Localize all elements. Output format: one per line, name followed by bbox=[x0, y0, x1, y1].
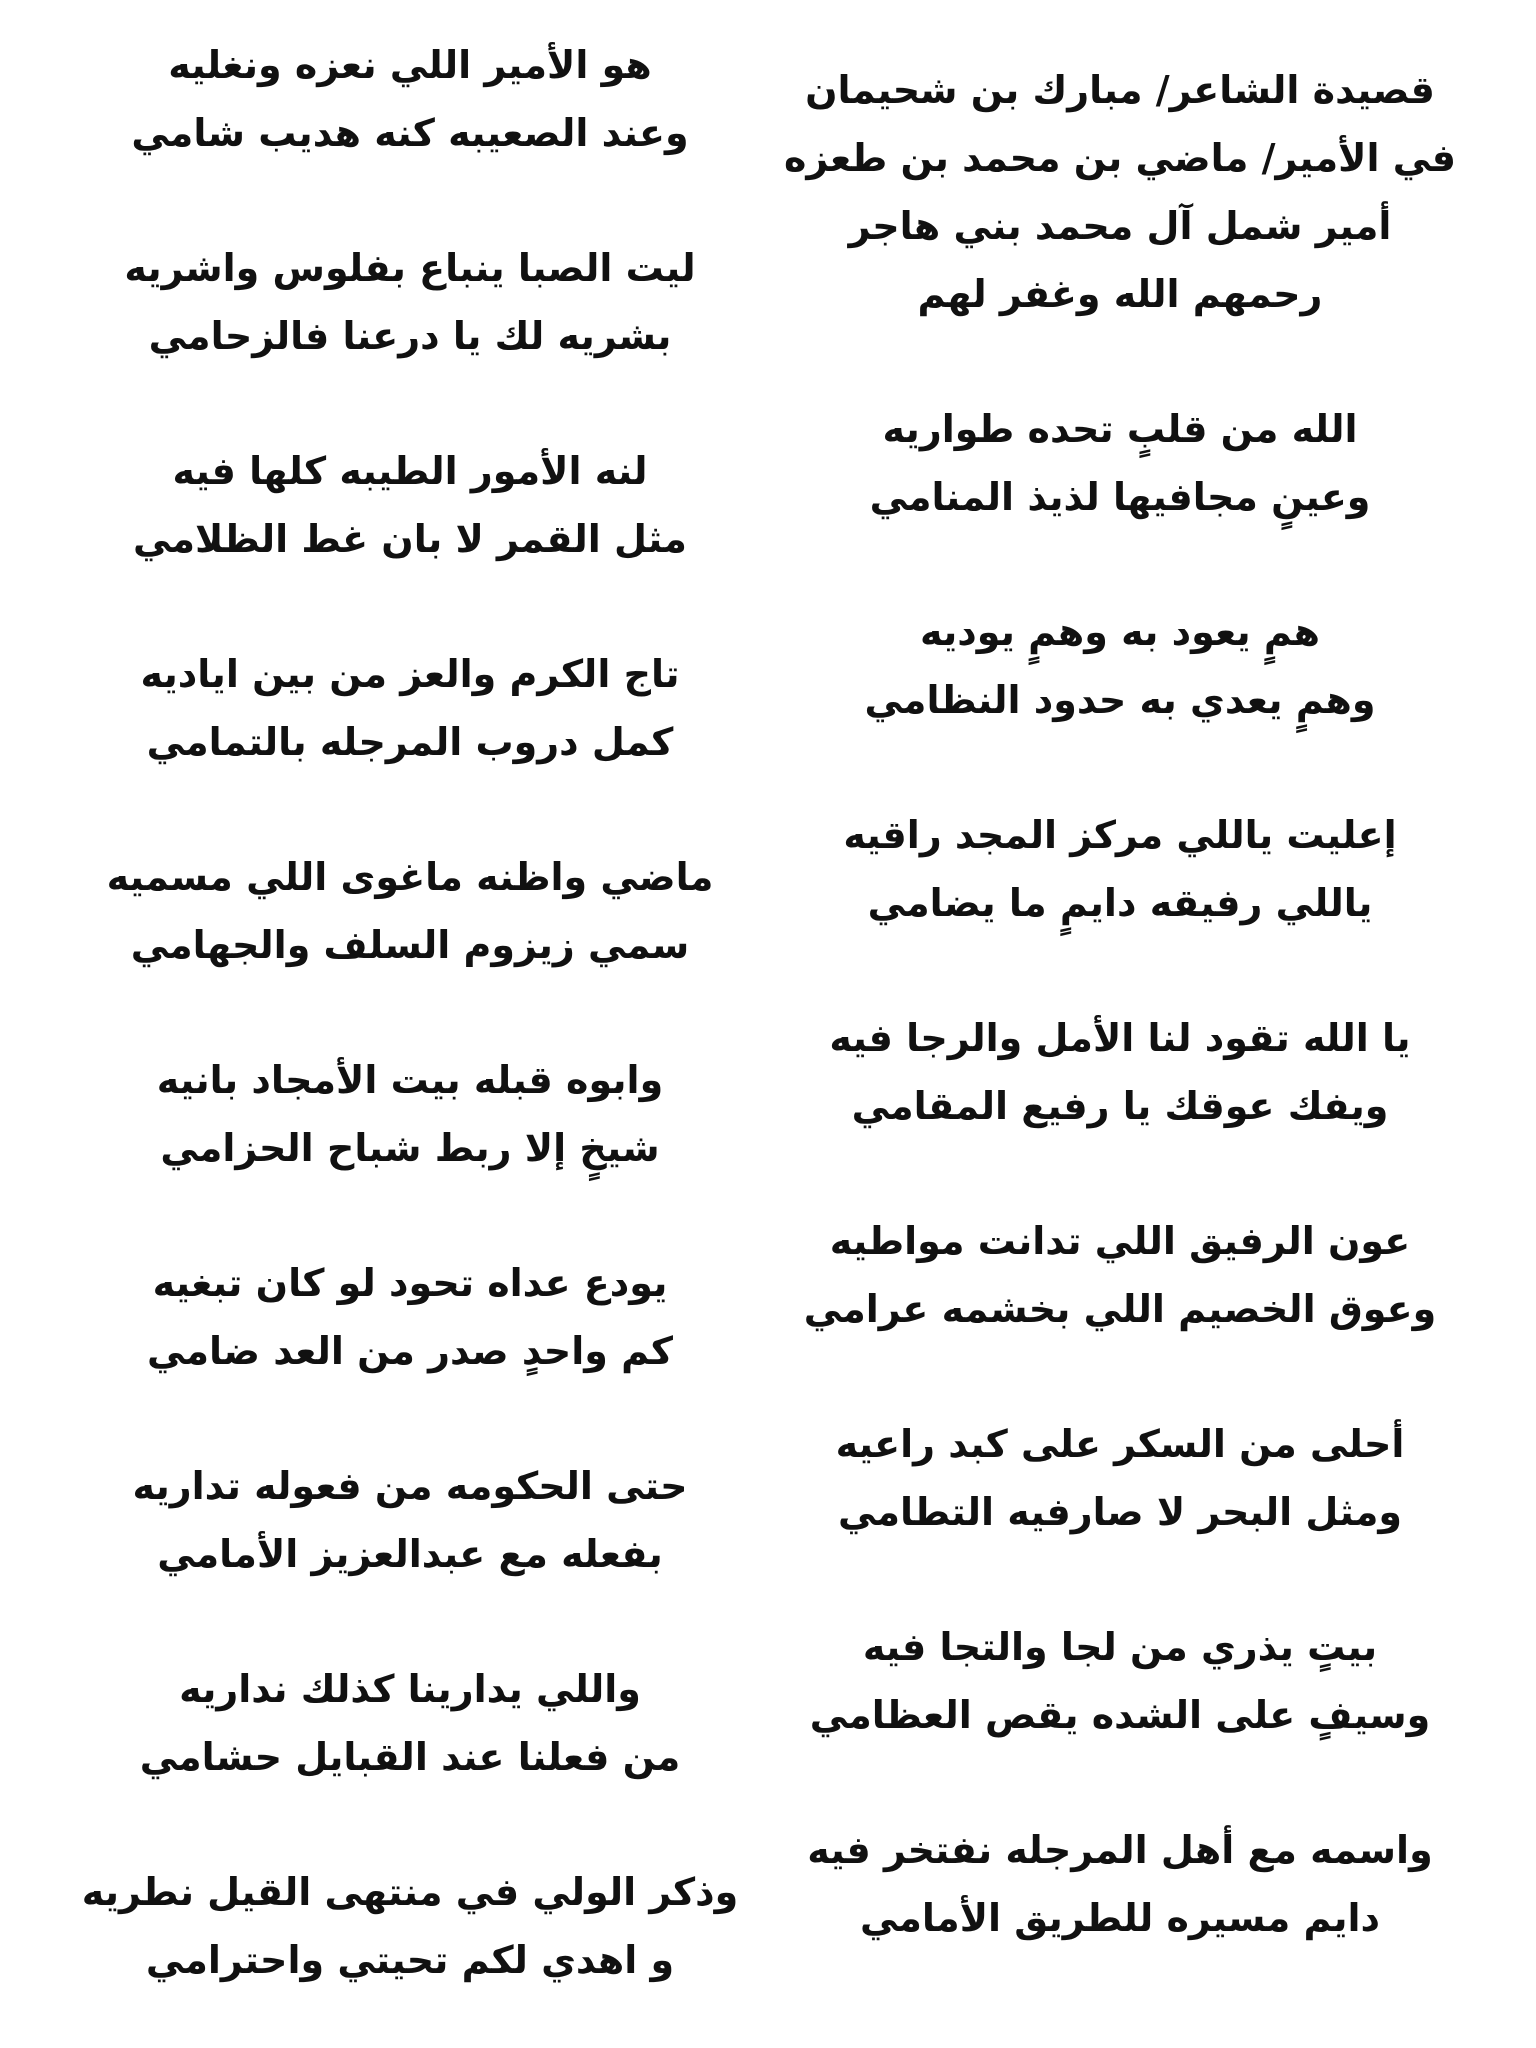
verse-line: حتى الحكومه من فعوله تداريه bbox=[132, 1464, 688, 1508]
poem-header bbox=[770, 56, 1470, 328]
verse-line: هو الأمير اللي نعزه ونغليه bbox=[168, 43, 652, 87]
verse-line: ومثل البحر لا صارفيه التطامي bbox=[838, 1490, 1402, 1534]
verse-line: كم واحدٍ صدر من العد ضامي bbox=[147, 1329, 673, 1373]
verse bbox=[770, 1004, 1470, 1140]
verse-line: يودع عداه تحود لو كان تبغيه bbox=[152, 1261, 668, 1305]
verse-line: لنه الأمور الطيبه كلها فيه bbox=[172, 449, 648, 493]
verse-line: وعوق الخصيم اللي بخشمه عرامي bbox=[803, 1287, 1437, 1331]
verse-line: بيتٍ يذري من لجا والتجا فيه bbox=[862, 1625, 1378, 1669]
verse bbox=[770, 1613, 1470, 1749]
verse-line: ماضي واظنه ماغوى اللي مسميه bbox=[106, 855, 714, 899]
verse-line: عون الرفيق اللي تدانت مواطيه bbox=[829, 1219, 1411, 1263]
header-line: رحمهم الله وغفر لهم bbox=[917, 272, 1323, 316]
verse-line: شيخٍ إلا ربط شباح الحزامي bbox=[160, 1126, 660, 1170]
verse-line: من فعلنا عند القبايل حشامي bbox=[139, 1735, 681, 1779]
verse bbox=[770, 801, 1470, 937]
verse bbox=[770, 395, 1470, 531]
verse-line: وعينٍ مجافيها لذيذ المنامي bbox=[869, 475, 1371, 519]
verse bbox=[60, 31, 760, 167]
verse-line: كمل دروب المرجله بالتمامي bbox=[146, 720, 674, 764]
verse bbox=[60, 437, 760, 573]
verse bbox=[770, 1207, 1470, 1343]
verse bbox=[770, 1410, 1470, 1546]
header-line: قصيدة الشاعر/ مبارك بن شحيمان bbox=[805, 68, 1435, 112]
verse-line: يا الله تقود لنا الأمل والرجا فيه bbox=[829, 1016, 1411, 1060]
verse-line: بشريه لك يا درعنا فالزحامي bbox=[148, 314, 672, 358]
verse-line: وابوه قبله بيت الأمجاد بانيه bbox=[156, 1058, 664, 1102]
verse bbox=[60, 234, 760, 370]
verse-line: همٍ يعود به وهمٍ يوديه bbox=[919, 610, 1321, 654]
verse bbox=[60, 1655, 760, 1791]
verse-line: إعليت ياللي مركز المجد راقيه bbox=[843, 813, 1397, 857]
verse-line: وسيفٍ على الشده يقص العظامي bbox=[809, 1693, 1431, 1737]
verse-line: ياللي رفيقه دايمٍ ما يضامي bbox=[867, 881, 1373, 925]
verse bbox=[60, 843, 760, 979]
verse-line: بفعله مع عبدالعزيز الأمامي bbox=[157, 1532, 663, 1576]
verse bbox=[770, 1816, 1470, 1952]
verse-line: و اهدي لكم تحيتي واحترامي bbox=[145, 1938, 675, 1982]
verse-line: وهمٍ يعدي به حدود النظامي bbox=[864, 678, 1376, 722]
verse-line: الله من قلبٍ تحده طواريه bbox=[882, 407, 1358, 451]
verse bbox=[60, 1249, 760, 1385]
verse-line: واللي يدارينا كذلك نداريه bbox=[179, 1667, 641, 1711]
verse bbox=[60, 1046, 760, 1182]
verse bbox=[60, 640, 760, 776]
verse-line: أحلى من السكر على كبد راعيه bbox=[835, 1422, 1405, 1466]
verse-line: دايم مسيره للطريق الأمامي bbox=[859, 1896, 1381, 1940]
verse-line: تاج الكرم والعز من بين اياديه bbox=[140, 652, 680, 696]
verse bbox=[770, 598, 1470, 734]
header-line: أمير شمل آل محمد بني هاجر bbox=[848, 204, 1392, 248]
verse-line: ليت الصبا ينباع بفلوس واشريه bbox=[124, 246, 696, 290]
verse-line: واسمه مع أهل المرجله نفتخر فيه bbox=[807, 1828, 1433, 1872]
verse-line: مثل القمر لا بان غط الظلامي bbox=[133, 517, 687, 561]
verse-line: سمي زيزوم السلف والجهامي bbox=[130, 923, 690, 967]
verse-line: وذكر الولي في منتهى القيل نطريه bbox=[81, 1870, 739, 1914]
verse bbox=[60, 1452, 760, 1588]
verse-line: ويفك عوقك يا رفيع المقامي bbox=[851, 1084, 1389, 1128]
header-line: في الأمير/ ماضي بن محمد بن طعزه bbox=[783, 136, 1457, 180]
verse-line: وعند الصعيبه كنه هديب شامي bbox=[131, 111, 689, 155]
verse bbox=[60, 1858, 760, 1994]
